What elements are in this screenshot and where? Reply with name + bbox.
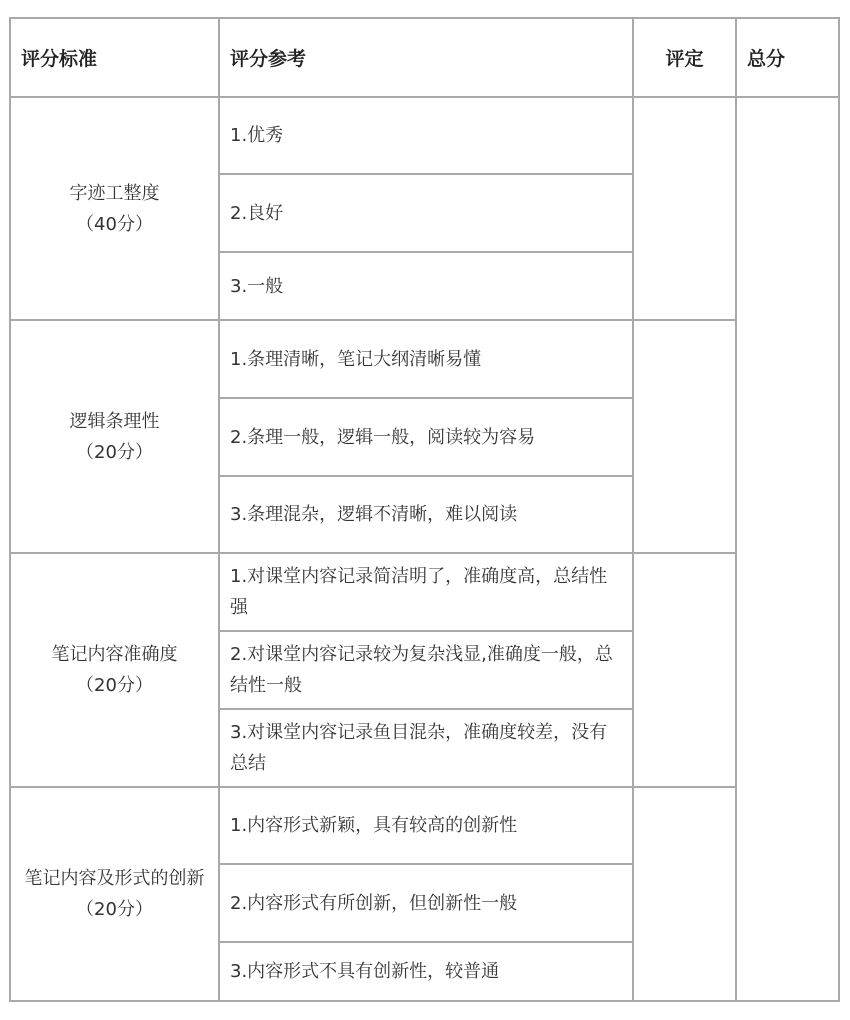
table-row [10, 553, 839, 631]
table-row [10, 320, 839, 398]
rating-cell[interactable] [633, 97, 736, 320]
criteria-cell-accuracy [10, 553, 219, 787]
rating-cell[interactable] [633, 787, 736, 1001]
reference-cell: 3.对课堂内容记录鱼目混杂，准确度较差，没有总结 [219, 709, 633, 787]
header-rating: 评定 [633, 18, 736, 97]
reference-cell: 1.对课堂内容记录简洁明了，准确度高，总结性强 [219, 553, 633, 631]
criteria-score: （40分） [76, 213, 153, 235]
reference-cell: 1.条理清晰，笔记大纲清晰易懂 [219, 320, 633, 398]
criteria-score: （20分） [76, 441, 153, 463]
reference-cell: 3.条理混杂，逻辑不清晰，难以阅读 [219, 476, 633, 553]
reference-cell: 2.内容形式有所创新，但创新性一般 [219, 864, 633, 942]
rating-cell[interactable] [633, 553, 736, 787]
reference-cell: 1.优秀 [219, 97, 633, 174]
reference-cell: 1.内容形式新颖，具有较高的创新性 [219, 787, 633, 864]
reference-cell: 2.对课堂内容记录较为复杂浅显,准确度一般，总结性一般 [219, 631, 633, 709]
criteria-name: 笔记内容准确度 [51, 644, 178, 665]
criteria-cell-innovation [10, 787, 219, 1001]
header-row [10, 18, 839, 97]
header-criteria: 评分标准 [10, 18, 219, 97]
reference-cell: 3.内容形式不具有创新性，较普通 [219, 942, 633, 1001]
header-reference: 评分参考 [219, 18, 633, 97]
reference-cell: 3.一般 [219, 252, 633, 320]
criteria-score: （20分） [76, 675, 153, 696]
criteria-cell-logic [10, 320, 219, 553]
table-row [10, 787, 839, 864]
scoring-rubric-table [9, 17, 840, 1002]
rating-cell[interactable] [633, 320, 736, 553]
table-row [10, 97, 839, 174]
criteria-name: 字迹工整度 [69, 182, 160, 204]
criteria-cell-handwriting [10, 97, 219, 320]
reference-cell: 2.良好 [219, 174, 633, 252]
criteria-name: 笔记内容及形式的创新 [24, 868, 205, 889]
criteria-name: 逻辑条理性 [69, 410, 160, 432]
total-score-cell[interactable] [736, 97, 839, 1001]
header-total: 总分 [736, 18, 839, 97]
reference-cell: 2.条理一般，逻辑一般，阅读较为容易 [219, 398, 633, 476]
criteria-score: （20分） [76, 899, 153, 920]
